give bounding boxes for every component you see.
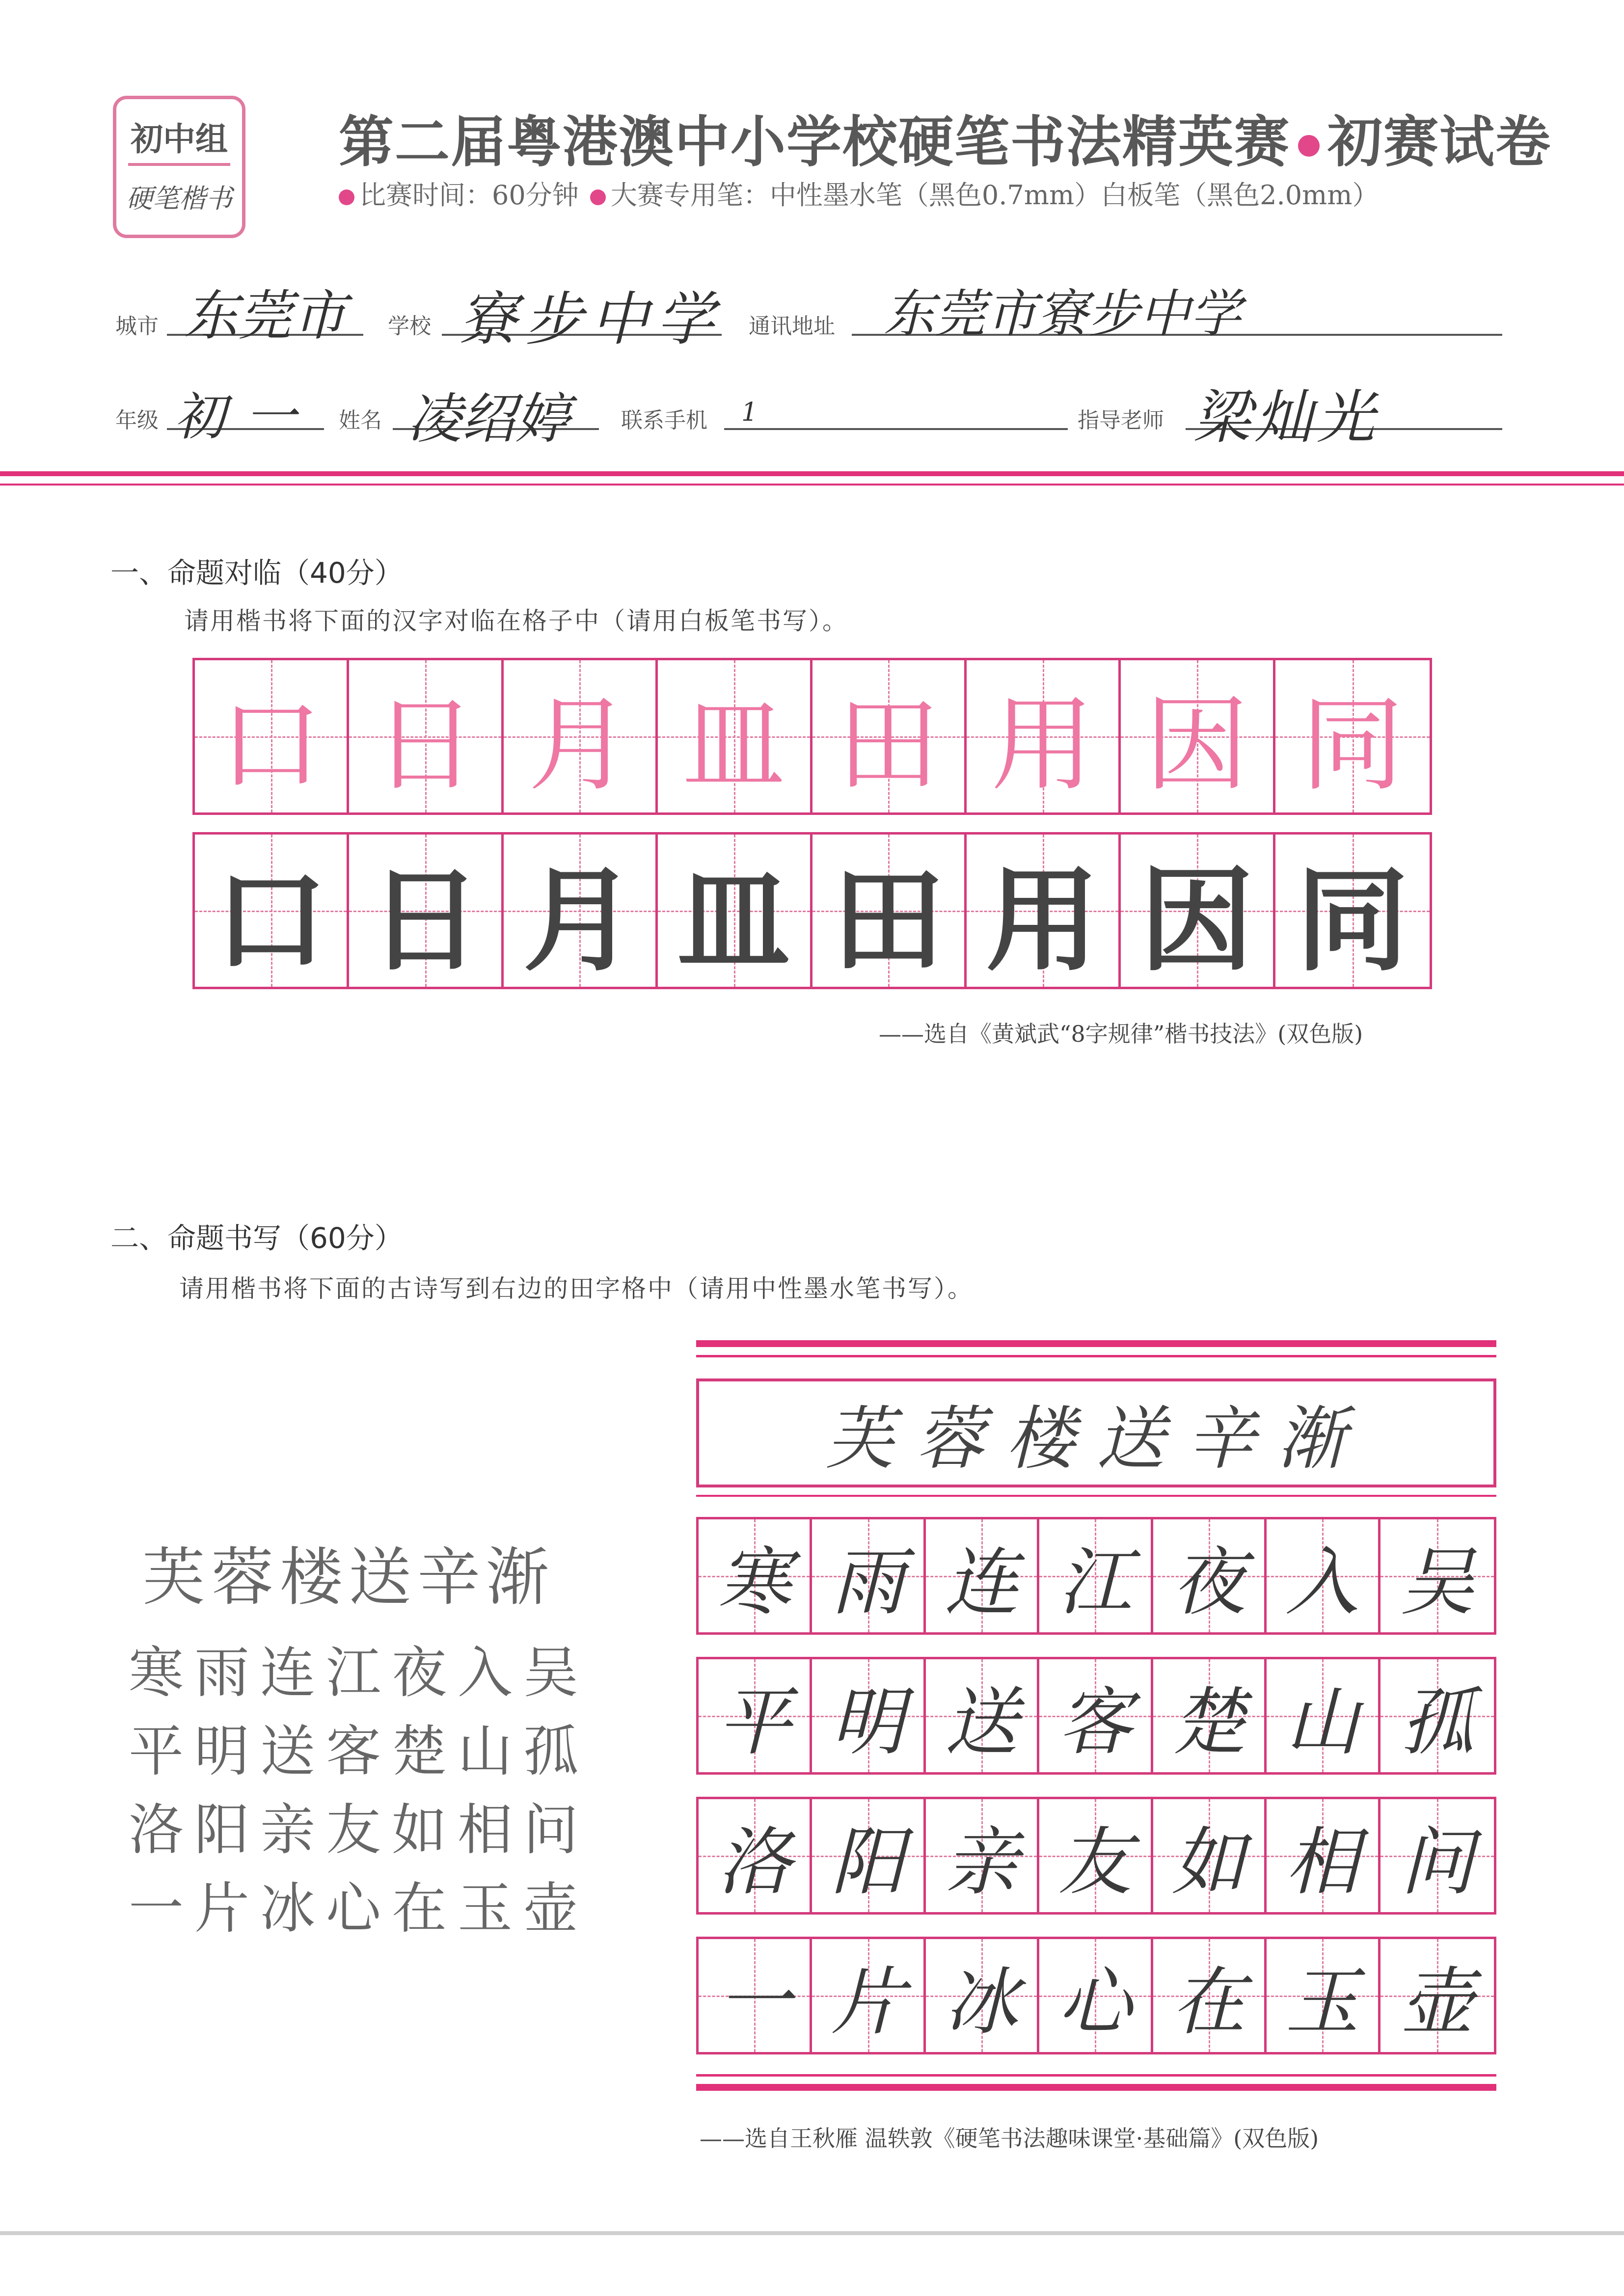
poem-line: 平明送客楚山孤	[129, 1720, 589, 1783]
exam-info	[339, 174, 1379, 212]
grid-character: 洛	[717, 1820, 791, 1905]
model-grid	[192, 658, 1432, 815]
grid-cell[interactable]	[504, 660, 658, 812]
grid-cell[interactable]	[1153, 1519, 1267, 1632]
info-time: 比赛时间：60分钟	[359, 180, 579, 211]
grid-cell[interactable]	[699, 1659, 812, 1772]
poem-line: 一片冰心在玉壶	[129, 1877, 589, 1941]
phone-label: 联系手机	[621, 408, 707, 433]
written-title[interactable]: 芙蓉楼送辛渐	[825, 1399, 1367, 1479]
grid-character: 月	[523, 854, 636, 987]
grid-cell[interactable]	[658, 835, 812, 987]
section2-source: ——选自王秋雁 温轶敦《硬笔书法趣味课堂·基础篇》(双色版)	[700, 2125, 1319, 2152]
grid-cell[interactable]	[926, 1939, 1039, 2052]
grid-character: 相	[1285, 1820, 1359, 1905]
title-sub: 初赛试卷	[1327, 110, 1551, 174]
grid-cell[interactable]	[699, 1799, 812, 1912]
grid-character: 连	[945, 1540, 1019, 1625]
poem-frame-bottom-thin	[696, 2074, 1496, 2077]
grid-cell[interactable]	[699, 1519, 812, 1632]
grid-cell[interactable]	[1380, 1799, 1494, 1912]
header-rule-thick	[0, 471, 1624, 476]
grid-cell[interactable]	[1380, 1519, 1494, 1632]
grid-cell[interactable]	[1039, 1519, 1153, 1632]
teacher-field[interactable]: 梁灿光	[1193, 383, 1379, 451]
grid-cell[interactable]	[1380, 1939, 1494, 2052]
written-title-box	[696, 1378, 1496, 1487]
grid-character: 在	[1171, 1960, 1245, 2045]
grid-cell[interactable]	[1380, 1659, 1494, 1772]
grid-cell[interactable]	[1039, 1799, 1153, 1912]
grid-cell[interactable]	[967, 835, 1121, 987]
page-title	[339, 98, 1551, 177]
grid-character: 吴	[1400, 1540, 1474, 1625]
address-field[interactable]: 东莞市寮步中学	[884, 284, 1242, 344]
grid-cell[interactable]	[1039, 1659, 1153, 1772]
grid-character: 田	[837, 685, 940, 805]
grid-character: 同	[1300, 685, 1404, 805]
grid-character: 江	[1058, 1540, 1132, 1625]
copy-grid	[192, 832, 1432, 989]
grid-character: 冰	[945, 1960, 1019, 2045]
grid-character: 月	[528, 685, 631, 805]
grid-character: 用	[986, 854, 1099, 987]
poem-grid-row	[696, 1797, 1496, 1915]
grid-character: 平	[717, 1680, 791, 1765]
grid-character: 因	[1145, 685, 1248, 805]
address-label: 通讯地址	[749, 314, 835, 339]
grid-character: 用	[991, 685, 1094, 805]
grid-cell[interactable]	[1153, 1659, 1267, 1772]
bullet-icon	[590, 189, 606, 205]
info-pen: 大赛专用笔：中性墨水笔（黑色0.7mm）白板笔（黑色2.0mm）	[610, 180, 1379, 211]
grid-cell[interactable]	[812, 1939, 925, 2052]
grid-character: 孤	[1400, 1680, 1474, 1765]
title-under-rule	[696, 1495, 1496, 1497]
grid-cell[interactable]	[1121, 835, 1275, 987]
grid-cell[interactable]	[926, 1659, 1039, 1772]
grid-cell[interactable]	[812, 1799, 925, 1912]
grid-cell[interactable]	[1121, 660, 1275, 812]
badge-category: 硬笔楷书	[126, 183, 232, 214]
grid-character: 同	[1296, 854, 1409, 987]
header-rule-thin	[0, 484, 1624, 486]
section2-instruction: 请用楷书将下面的古诗写到右边的田字格中（请用中性墨水笔书写）。	[179, 1274, 974, 1303]
grid-character: 一	[717, 1960, 791, 2045]
grid-character: 问	[1400, 1820, 1474, 1905]
footer-rule	[0, 2231, 1624, 2235]
poem-frame-top-thick	[696, 1340, 1496, 1347]
badge-group: 初中组	[131, 120, 228, 158]
grid-character: 壶	[1400, 1960, 1474, 2045]
grid-cell[interactable]	[1275, 660, 1430, 812]
title-main: 第二届粤港澳中小学校硬笔书法精英赛	[339, 110, 1290, 174]
section1-heading: 一、命题对临（40分）	[110, 556, 403, 590]
grid-character: 片	[831, 1960, 905, 2045]
grid-cell[interactable]	[195, 660, 349, 812]
grid-cell[interactable]	[349, 660, 503, 812]
grid-cell[interactable]	[658, 660, 812, 812]
phone-line	[724, 428, 1046, 430]
group-badge	[113, 96, 245, 238]
grid-cell[interactable]	[349, 835, 503, 987]
section1-source: ——选自《黄斌武“8字规律”楷书技法》(双色版)	[879, 1021, 1363, 1047]
grid-character: 皿	[677, 854, 790, 987]
grid-character: 心	[1058, 1960, 1132, 2045]
grid-cell[interactable]	[812, 1659, 925, 1772]
poem-frame-bottom-thick	[696, 2084, 1496, 2091]
grid-cell[interactable]	[1267, 1659, 1380, 1772]
teacher-label: 指导老师	[1078, 408, 1164, 433]
grid-character: 山	[1285, 1680, 1359, 1765]
title-dot-icon	[1298, 135, 1320, 157]
grid-character: 皿	[682, 685, 785, 805]
phone-line-end	[1031, 428, 1068, 430]
grade-label: 年级	[115, 408, 159, 433]
poem-grid-row	[696, 1517, 1496, 1635]
grid-character: 明	[831, 1680, 905, 1765]
grid-character: 日	[369, 854, 482, 987]
grid-cell[interactable]	[812, 660, 967, 812]
grid-character: 雨	[831, 1540, 905, 1625]
grid-character: 口	[214, 854, 327, 987]
grid-cell[interactable]	[1267, 1799, 1380, 1912]
grid-cell[interactable]	[1267, 1939, 1380, 2052]
grid-cell[interactable]	[1267, 1519, 1380, 1632]
grid-character: 客	[1058, 1680, 1132, 1765]
name-label: 姓名	[339, 408, 382, 433]
grid-cell[interactable]	[1039, 1939, 1153, 2052]
grid-character: 如	[1171, 1820, 1245, 1905]
poem-title: 芙蓉楼送辛渐	[142, 1541, 555, 1614]
grid-cell[interactable]	[926, 1799, 1039, 1912]
grid-cell[interactable]	[812, 835, 967, 987]
poem-line: 洛阳亲友如相问	[129, 1798, 589, 1862]
badge-divider	[128, 163, 230, 166]
grid-character: 田	[832, 854, 945, 987]
grid-cell[interactable]	[1153, 1799, 1267, 1912]
phone-field[interactable]: 1	[741, 398, 758, 427]
grid-cell[interactable]	[1153, 1939, 1267, 2052]
poem-line: 寒雨连江夜入吴	[129, 1641, 589, 1705]
grid-character: 阳	[831, 1820, 905, 1905]
grid-character: 日	[374, 685, 477, 805]
grid-character: 玉	[1285, 1960, 1359, 2045]
grid-cell[interactable]	[195, 835, 349, 987]
grid-cell[interactable]	[1275, 835, 1430, 987]
grid-character: 口	[219, 685, 323, 805]
grid-character: 因	[1140, 854, 1253, 987]
grid-cell[interactable]	[812, 1519, 925, 1632]
grid-cell[interactable]	[504, 835, 658, 987]
poem-grid-row	[696, 1937, 1496, 2054]
city-field[interactable]: 东莞市	[184, 284, 346, 347]
bullet-icon	[339, 189, 354, 205]
city-label: 城市	[115, 314, 159, 339]
school-label: 学校	[388, 314, 431, 339]
section1-instruction: 请用楷书将下面的汉字对临在格子中（请用白板笔书写）。	[184, 607, 848, 635]
grid-character: 亲	[945, 1820, 1019, 1905]
grade-field[interactable]: 初一	[174, 387, 316, 447]
grid-character: 夜	[1171, 1540, 1245, 1625]
grid-cell[interactable]	[967, 660, 1121, 812]
name-field[interactable]: 凌绍婷	[407, 387, 569, 450]
school-field[interactable]: 寮步中学	[459, 285, 723, 353]
grid-cell[interactable]	[926, 1519, 1039, 1632]
section2-heading: 二、命题书写（60分）	[110, 1221, 403, 1255]
grid-character: 友	[1058, 1820, 1132, 1905]
poem-frame-top-thin	[696, 1355, 1496, 1357]
grid-character: 送	[945, 1680, 1019, 1765]
grid-character: 楚	[1171, 1680, 1245, 1765]
grid-character: 入	[1285, 1540, 1359, 1625]
grid-character: 寒	[717, 1540, 791, 1625]
poem-grid-row	[696, 1657, 1496, 1775]
grid-cell[interactable]	[699, 1939, 812, 2052]
